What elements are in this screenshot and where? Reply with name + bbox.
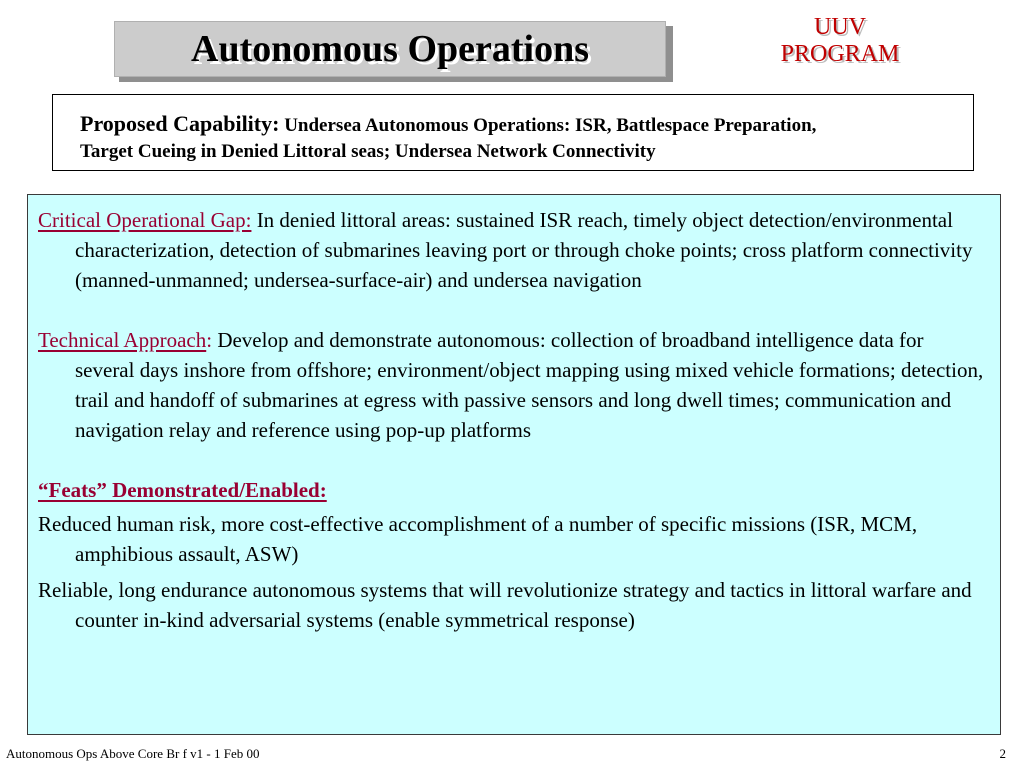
- gap-paragraph: [38, 205, 988, 295]
- approach-text: Develop and demonstrate autonomous: collection of broadband intelligence data for several days inshore from offshore; environment/object mapping using mixed vehicle formations; detection, trail and handoff of submarines at egress with passive sensors and long dwell times; communication and navigation relay and reference using pop-up platforms: [75, 328, 984, 442]
- capability-line-1: [80, 111, 963, 139]
- capability-box: [52, 94, 974, 171]
- program-line-2: PROGRAM: [780, 41, 900, 67]
- feats-item-2: [38, 575, 988, 635]
- program-line-1: UUV: [814, 14, 866, 40]
- feats-item-2-text: Reliable, long endurance autonomous systems that will revolutionize strategy and tactics in littoral warfare and counter in-kind adversarial systems (enable symmetrical response): [38, 578, 972, 632]
- gap-text: In denied littoral areas: sustained ISR reach, timely object detection/environmental characterization, detection of submarines leaving port or through choke points; cross platform connectivity (manned-unmanned; undersea-surface-air) and undersea navigation: [75, 208, 973, 292]
- approach-colon: :: [206, 328, 213, 352]
- gap-heading: Critical Operational Gap:: [38, 208, 252, 232]
- footer-label: Autonomous Ops Above Core Br f v1 - 1 Feb 00: [6, 746, 260, 761]
- capability-text-2: Target Cueing in Denied Littoral seas; Undersea Network Connectivity: [80, 141, 656, 162]
- page-title: Autonomous Operations: [191, 28, 589, 70]
- approach-heading: Technical Approach: [38, 328, 207, 352]
- feats-heading: “Feats” Demonstrated/Enabled:: [38, 478, 327, 502]
- content-panel: [27, 194, 1001, 735]
- feats-item-1: [38, 509, 988, 569]
- feats-item-1-text: Reduced human risk, more cost-effective accomplishment of a number of specific missions (ISR, MCM, amphibious assault, ASW): [38, 512, 918, 566]
- capability-line-2: [80, 139, 963, 165]
- page-number: 2: [999, 746, 1006, 761]
- capability-label: Proposed Capability:: [80, 111, 280, 136]
- program-label: [750, 14, 930, 68]
- title-box: [114, 21, 666, 77]
- capability-text-1: Undersea Autonomous Operations: ISR, Battlespace Preparation,: [284, 115, 817, 136]
- approach-paragraph: [38, 325, 988, 445]
- feats-heading-paragraph: [38, 475, 988, 505]
